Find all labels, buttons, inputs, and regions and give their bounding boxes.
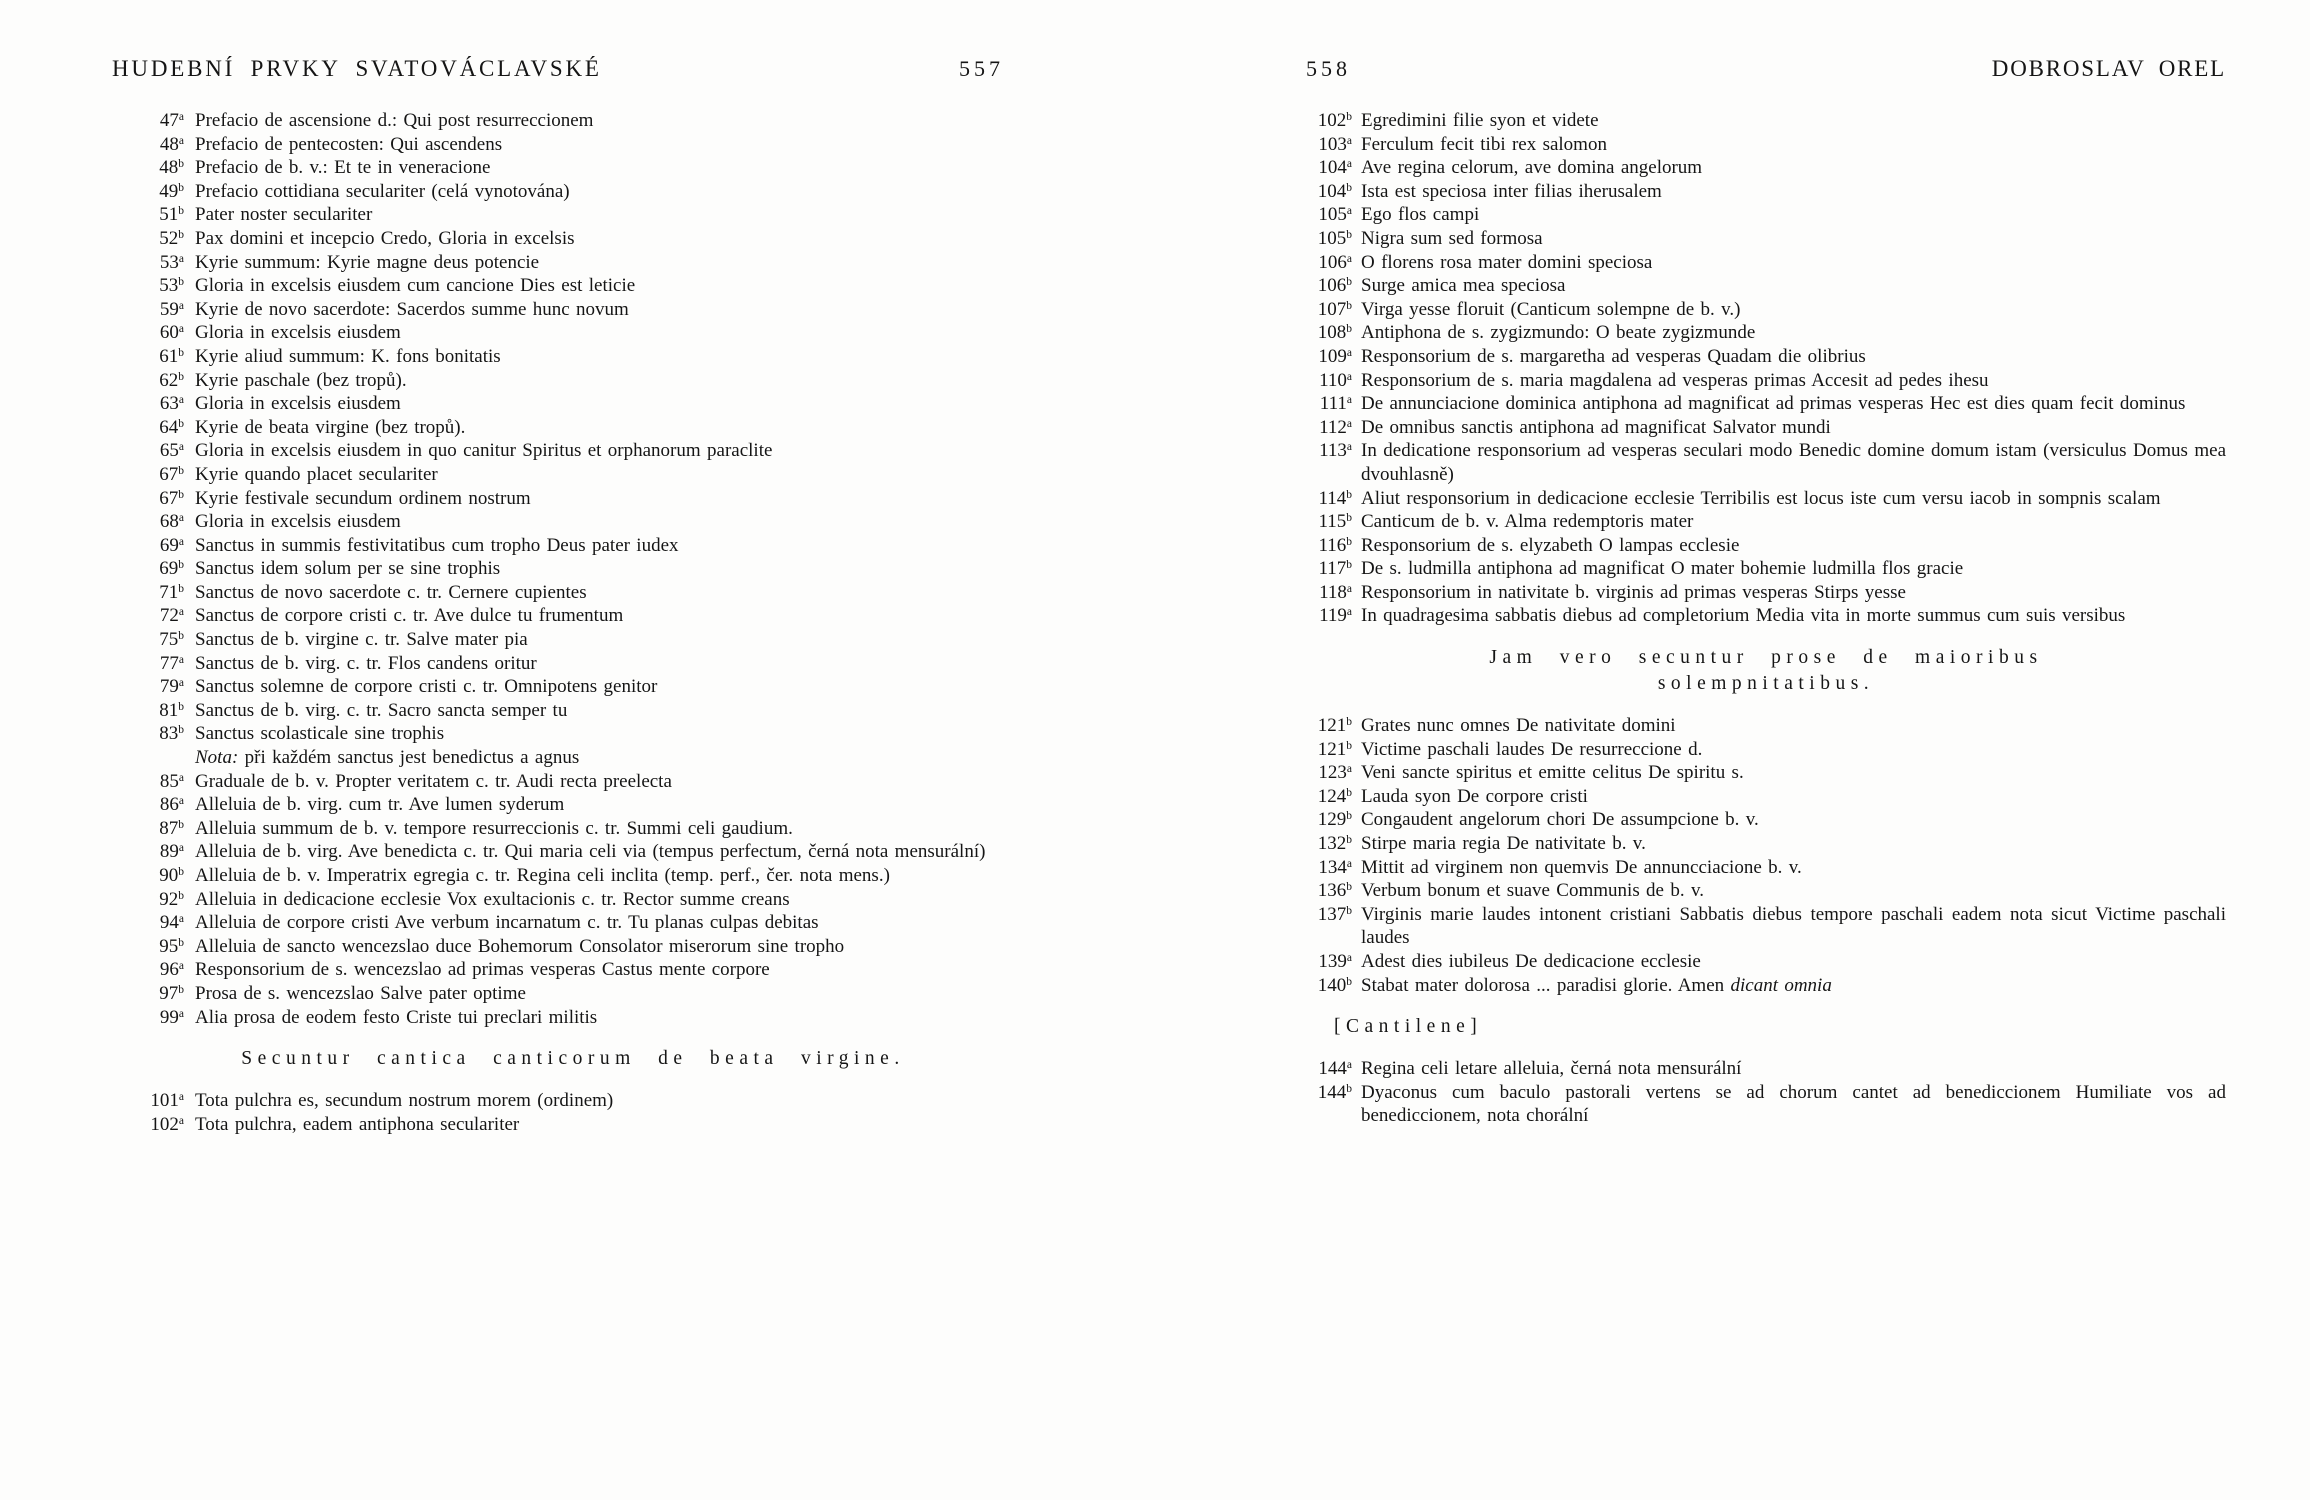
folio-ref: 121$^b$ — [1317, 738, 1352, 760]
folio-ref: 119$^a$ — [1319, 605, 1352, 627]
entry-text: Responsorium de s. maria magdalena ad vesperas primas Accesit ad pedes ihesu — [1361, 369, 1989, 391]
folio-ref: 144$^a$ — [1318, 1058, 1352, 1080]
entry-text: Prefacio de pentecosten: Qui ascendens — [195, 133, 503, 155]
list-item — [112, 699, 1034, 723]
entry-text: De omnibus sanctis antiphona ad magnificat Salvator mundi — [1361, 416, 1831, 438]
entry-text: Stabat mater dolorosa ... paradisi glorie. Amen dicant omnia — [1361, 974, 1832, 996]
list-item — [1306, 808, 2226, 832]
page-number-right: 558 — [1306, 56, 1351, 81]
list-item — [112, 1113, 1034, 1137]
folio-ref: 75$^b$ — [159, 629, 184, 651]
list-item — [1306, 298, 2226, 322]
folio-ref: 69$^a$ — [159, 534, 184, 556]
entry-text: Virginis marie laudes intonent cristiani Sabbatis diebus tempore paschali eadem nota sicut Victime paschali laudes — [1361, 903, 2226, 949]
list-item — [1306, 416, 2226, 440]
list-item — [112, 392, 1034, 416]
right-page-body — [1306, 109, 2226, 1128]
folio-ref: 72$^a$ — [159, 605, 184, 627]
folio-ref: 59$^a$ — [159, 298, 184, 320]
entry-text: Veni sancte spiritus et emitte celitus De spiritu s. — [1361, 762, 1744, 784]
entry-text: Pater noster seculariter — [195, 204, 373, 226]
list-item — [112, 487, 1034, 511]
list-item — [112, 463, 1034, 487]
entry-text: Aliut responsorium in dedicacione ecclesie Terribilis est locus iste cum versu iacob in sompnis scalam — [1361, 487, 2161, 509]
folio-ref: 92$^b$ — [159, 888, 184, 910]
list-item — [112, 982, 1034, 1006]
folio-ref — [112, 746, 195, 770]
entry-text: Mittit ad virginem non quemvis De annuncciacione b. v. — [1361, 856, 1802, 878]
list-item — [112, 958, 1034, 982]
entry-text: Egredimini filie syon et videte — [1361, 110, 1599, 131]
entry-text: Kyrie quando placet seculariter — [195, 463, 438, 485]
list-item — [1306, 487, 2226, 511]
entry-text: In quadragesima sabbatis diebus ad completorium Media vita in morte summus cum suis versibus — [1361, 605, 2126, 627]
list-item — [112, 510, 1034, 534]
folio-ref: 116$^b$ — [1318, 534, 1352, 556]
folio-ref: 144$^b$ — [1317, 1081, 1352, 1103]
entry-text: Kyrie festivale secundum ordinem nostrum — [195, 487, 531, 509]
entry-text: O florens rosa mater domini speciosa — [1361, 251, 1653, 273]
folio-ref: 81$^b$ — [159, 699, 184, 721]
folio-ref: 77$^a$ — [159, 652, 184, 674]
section-heading-line: Jam vero secuntur prose de maioribus — [1489, 647, 2043, 669]
entry-text: Adest dies iubileus De dedicacione ecclesie — [1361, 951, 1701, 972]
list-item — [112, 534, 1034, 558]
entry-text: Responsorium de s. margaretha ad vesperas Quadam die olibrius — [1361, 345, 1866, 367]
folio-ref: 51$^b$ — [159, 204, 184, 226]
folio-ref: 117$^b$ — [1318, 558, 1352, 580]
folio-ref: 103$^a$ — [1318, 133, 1352, 155]
folio-ref: 95$^b$ — [159, 935, 184, 957]
entry-text: Nigra sum sed formosa — [1361, 227, 1543, 249]
entry-text: Surge amica mea speciosa — [1361, 275, 1566, 297]
list-item — [1306, 557, 2226, 581]
entry-text: Alleluia de b. virg. Ave benedicta c. tr. Qui maria celi via (tempus perfectum, černá nota mensurální) — [195, 841, 986, 863]
list-item — [1306, 133, 2226, 157]
list-item — [1306, 369, 2226, 393]
folio-ref: 53$^a$ — [159, 251, 184, 273]
list-item — [1306, 321, 2226, 345]
list-item — [112, 133, 1034, 157]
entry-text: Responsorium de s. wencezslao ad primas vesperas Castus mente corpore — [195, 959, 770, 981]
folio-ref: 89$^a$ — [159, 841, 184, 863]
list-item — [112, 888, 1034, 912]
folio-ref: 67$^b$ — [159, 463, 184, 485]
folio-ref: 118$^a$ — [1319, 581, 1352, 603]
folio-ref: 85$^a$ — [159, 770, 184, 792]
folio-ref: 97$^b$ — [159, 982, 184, 1004]
folio-ref: 112$^a$ — [1319, 416, 1352, 438]
folio-ref: 71$^b$ — [159, 581, 184, 603]
folio-ref: 111$^a$ — [1319, 393, 1352, 415]
entry-text: Sanctus de corpore cristi c. tr. Ave dulce tu frumentum — [195, 605, 624, 627]
list-item — [112, 722, 1034, 746]
list-item — [112, 180, 1034, 204]
page-number-left: 557 — [959, 56, 1004, 81]
entry-text: Congaudent angelorum chori De assumpcione b. v. — [1361, 809, 1759, 831]
folio-ref: 96$^a$ — [159, 959, 184, 981]
entry-text: Kyrie paschale (bez tropů). — [195, 369, 407, 391]
folio-ref: 67$^b$ — [159, 487, 184, 509]
folio-ref: 61$^b$ — [159, 345, 184, 367]
left-page — [112, 56, 1034, 1136]
entry-text: Tota pulchra es, secundum nostrum morem (ordinem) — [195, 1090, 614, 1112]
folio-ref: 104$^b$ — [1317, 180, 1352, 202]
entry-text: Gloria in excelsis eiusdem — [195, 511, 401, 533]
folio-ref: 105$^b$ — [1317, 227, 1352, 249]
entry-text: Prefacio cottidiana seculariter (celá vynotována) — [195, 180, 570, 202]
list-item — [112, 274, 1034, 298]
folio-ref: 140$^b$ — [1317, 974, 1352, 996]
folio-ref: 52$^b$ — [159, 227, 184, 249]
folio-ref: 79$^a$ — [159, 676, 184, 698]
list-item — [1306, 856, 2226, 880]
list-item — [112, 1089, 1034, 1113]
list-item — [1306, 879, 2226, 903]
entry-text: Responsorium in nativitate b. virginis ad primas vesperas Stirps yesse — [1361, 581, 1906, 603]
folio-ref: 101$^a$ — [150, 1090, 184, 1112]
list-item — [1306, 251, 2226, 275]
entry-text: Dyaconus cum baculo pastorali vertens se ad chorum cantet ad benediccionem Humiliate vos ad benediccionem, nota chorální — [1361, 1081, 2226, 1127]
folio-ref: 69$^b$ — [159, 558, 184, 580]
list-item — [1306, 903, 2226, 950]
list-item — [1306, 738, 2226, 762]
folio-ref: 124$^b$ — [1317, 785, 1352, 807]
folio-ref: 48$^b$ — [159, 157, 184, 179]
entry-text: Kyrie summum: Kyrie magne deus potencie — [195, 251, 540, 273]
list-item — [1306, 392, 2226, 416]
entry-text: Antiphona de s. zygizmundo: O beate zygizmunde — [1361, 322, 1756, 344]
entry-text: Prefacio de ascensione d.: Qui post resurreccionem — [195, 110, 594, 131]
list-item — [112, 817, 1034, 841]
list-item — [1306, 227, 2226, 251]
list-item — [1306, 439, 2226, 486]
entry-text: Prosa de s. wencezslao Salve pater optime — [195, 982, 526, 1004]
list-item — [112, 628, 1034, 652]
list-item — [112, 321, 1034, 345]
folio-ref: 49$^b$ — [159, 180, 184, 202]
list-item — [112, 864, 1034, 888]
list-item — [112, 581, 1034, 605]
list-item — [112, 770, 1034, 794]
entry-text: Verbum bonum et suave Communis de b. v. — [1361, 880, 1704, 902]
folio-ref: 87$^b$ — [159, 817, 184, 839]
entry-text: Kyrie aliud summum: K. fons bonitatis — [195, 345, 501, 367]
folio-ref: 68$^a$ — [159, 511, 184, 533]
entry-text: Ista est speciosa inter filias iherusalem — [1361, 180, 1662, 202]
folio-ref: 86$^a$ — [159, 794, 184, 816]
entry-text: Virga yesse floruit (Canticum solempne de b. v.) — [1361, 298, 1741, 320]
list-item — [112, 251, 1034, 275]
right-page-header — [1306, 56, 2226, 82]
list-item — [112, 746, 1034, 770]
folio-ref: 109$^a$ — [1318, 345, 1352, 367]
entry-text: De s. ludmilla antiphona ad magnificat O mater bohemie ludmilla flos gracie — [1361, 558, 1964, 580]
entry-text: Prefacio de b. v.: Et te in veneracione — [195, 157, 491, 179]
entry-text: Graduale de b. v. Propter veritatem c. tr. Audi recta preelecta — [195, 770, 672, 792]
entry-text: Sanctus scolasticale sine trophis — [195, 723, 445, 745]
entry-text: Grates nunc omnes De nativitate domini — [1361, 715, 1676, 737]
entry-text: Gloria in excelsis eiusdem — [195, 393, 401, 415]
folio-ref: 62$^b$ — [159, 369, 184, 391]
folio-ref: 60$^a$ — [159, 322, 184, 344]
section-heading-line: solempnitatibus. — [1657, 673, 1875, 695]
entry-text: Alleluia de corpore cristi Ave verbum incarnatum c. tr. Tu planas culpas debitas — [195, 912, 819, 934]
entry-text: Sanctus de b. virgine c. tr. Salve mater pia — [195, 629, 528, 651]
list-item — [112, 935, 1034, 959]
list-item — [1306, 832, 2226, 856]
left-page-header — [112, 56, 1034, 82]
entry-text: Ferculum fecit tibi rex salomon — [1361, 133, 1607, 155]
folio-ref: 106$^a$ — [1318, 251, 1352, 273]
list-item — [1306, 534, 2226, 558]
folio-ref: 139$^a$ — [1318, 951, 1352, 972]
folio-ref: 47$^a$ — [159, 110, 184, 131]
list-item — [112, 227, 1034, 251]
left-page-body — [112, 109, 1034, 1136]
list-item — [1306, 714, 2226, 738]
entry-text: Alleluia de sancto wencezslao duce Bohemorum Consolator miserorum sine tropho — [195, 935, 845, 957]
folio-ref: 134$^a$ — [1318, 856, 1352, 878]
folio-ref: 123$^a$ — [1318, 762, 1352, 784]
folio-ref: 137$^b$ — [1317, 903, 1352, 925]
list-item — [1306, 950, 2226, 974]
entry-text: Sanctus solemne de corpore cristi c. tr. Omnipotens genitor — [195, 676, 658, 698]
folio-ref: 108$^b$ — [1317, 322, 1352, 344]
list-item — [1306, 761, 2226, 785]
list-item — [1306, 1081, 2226, 1128]
section-heading-line: [Cantilene] — [1334, 1016, 1483, 1038]
entry-text: Sanctus de b. virg. c. tr. Flos candens oritur — [195, 652, 537, 674]
folio-ref: 129$^b$ — [1317, 809, 1352, 831]
folio-ref: 113$^a$ — [1319, 440, 1352, 462]
entry-text: Tota pulchra, eadem antiphona seculariter — [195, 1113, 520, 1135]
folio-ref: 121$^b$ — [1317, 715, 1352, 737]
entry-text: Ego flos campi — [1361, 204, 1480, 226]
entry-text: Victime paschali laudes De resurreccione d. — [1361, 738, 1703, 760]
folio-ref: 106$^b$ — [1317, 275, 1352, 297]
entry-text: Gloria in excelsis eiusdem — [195, 322, 401, 344]
entry-text: Canticum de b. v. Alma redemptoris mater — [1361, 511, 1694, 533]
entry-text: Sanctus de b. virg. c. tr. Sacro sancta semper tu — [195, 699, 568, 721]
entry-text: Pax domini et incepcio Credo, Gloria in excelsis — [195, 227, 575, 249]
list-item — [1306, 510, 2226, 534]
entry-text: Stirpe maria regia De nativitate b. v. — [1361, 833, 1646, 855]
list-item — [1306, 604, 2226, 628]
folio-ref: 105$^a$ — [1318, 204, 1352, 226]
entry-text: Alleluia de b. virg. cum tr. Ave lumen syderum — [195, 794, 565, 816]
list-item — [112, 652, 1034, 676]
entry-text: Ave regina celorum, ave domina angelorum — [1361, 157, 1703, 179]
folio-ref: 53$^b$ — [159, 275, 184, 297]
folio-ref: 136$^b$ — [1317, 880, 1352, 902]
entry-text: Gloria in excelsis eiusdem in quo canitur Spiritus et orphanorum paraclite — [195, 440, 773, 462]
entry-text: Sanctus idem solum per se sine trophis — [195, 558, 501, 580]
folio-ref: 48$^a$ — [159, 133, 184, 155]
folio-ref: 64$^b$ — [159, 416, 184, 438]
entry-text: Regina celi letare alleluia, černá nota mensurální — [1361, 1058, 1742, 1080]
list-item — [112, 604, 1034, 628]
folio-ref: 114$^b$ — [1318, 487, 1352, 509]
list-item — [1306, 1057, 2226, 1081]
folio-ref: 99$^a$ — [159, 1006, 184, 1028]
list-item — [1306, 274, 2226, 298]
folio-ref: 102$^b$ — [1317, 110, 1352, 131]
section-heading — [1306, 1014, 2226, 1040]
folio-ref: 107$^b$ — [1317, 298, 1352, 320]
entry-text: Alleluia in dedicacione ecclesie Vox exultacionis c. tr. Rector summe creans — [195, 888, 790, 910]
folio-ref: 102$^a$ — [150, 1113, 184, 1135]
entry-text: Alia prosa de eodem festo Criste tui preclari militis — [195, 1006, 598, 1028]
entry-text: Sanctus de novo sacerdote c. tr. Cernere cupientes — [195, 581, 587, 603]
list-item — [112, 439, 1034, 463]
entry-text: Kyrie de beata virgine (bez tropů). — [195, 416, 466, 438]
entry-text: Gloria in excelsis eiusdem cum cancione Dies est leticie — [195, 275, 636, 297]
list-item — [112, 156, 1034, 180]
section-heading-line: Secuntur cantica canticorum de beata virgine. — [241, 1048, 905, 1070]
entry-text: Nota: při každém sanctus jest benedictus a agnus — [195, 747, 580, 769]
entry-text: Responsorium de s. elyzabeth O lampas ecclesie — [1361, 534, 1740, 556]
list-item — [112, 911, 1034, 935]
list-item — [112, 298, 1034, 322]
list-item — [112, 416, 1034, 440]
list-item — [112, 109, 1034, 133]
list-item — [1306, 345, 2226, 369]
folio-ref: 110$^a$ — [1319, 369, 1352, 391]
list-item — [112, 369, 1034, 393]
list-item — [1306, 156, 2226, 180]
entry-text: Lauda syon De corpore cristi — [1361, 785, 1588, 807]
folio-ref: 83$^b$ — [159, 723, 184, 745]
list-item — [112, 557, 1034, 581]
list-item — [112, 793, 1034, 817]
folio-ref: 115$^b$ — [1318, 511, 1352, 533]
list-item — [1306, 203, 2226, 227]
list-item — [112, 840, 1034, 864]
list-item — [1306, 109, 2226, 133]
list-item — [1306, 581, 2226, 605]
running-title: HUDEBNÍ PRVKY SVATOVÁCLAVSKÉ — [112, 56, 602, 81]
entry-text: Alleluia de b. v. Imperatrix egregia c. tr. Regina celi inclita (temp. perf., čer. nota mens.) — [195, 865, 890, 886]
list-item — [112, 1006, 1034, 1030]
entry-text: In dedicatione responsorium ad vesperas seculari modo Benedic domine domum istam (versiculus Domus mea dvouhlasně) — [1361, 440, 2226, 485]
entry-text: Sanctus in summis festivitatibus cum tropho Deus pater iudex — [195, 534, 679, 556]
folio-ref: 65$^a$ — [159, 440, 184, 462]
list-item — [112, 345, 1034, 369]
entry-text: Kyrie de novo sacerdote: Sacerdos summe hunc novum — [195, 298, 629, 320]
folio-ref: 63$^a$ — [159, 393, 184, 415]
section-heading — [1306, 645, 2226, 697]
folio-ref: 94$^a$ — [159, 912, 184, 934]
folio-ref: 90$^b$ — [159, 865, 184, 886]
list-item — [1306, 180, 2226, 204]
folio-ref: 132$^b$ — [1317, 833, 1352, 855]
list-item — [112, 203, 1034, 227]
author-name: DOBROSLAV OREL — [1991, 56, 2226, 81]
entry-text: De annunciacione dominica antiphona ad magnificat ad primas vesperas Hec est dies quam fecit dominus — [1361, 393, 2186, 415]
list-item — [112, 675, 1034, 699]
entry-text: Alleluia summum de b. v. tempore resurreccionis c. tr. Summi celi gaudium. — [195, 817, 793, 839]
folio-ref: 104$^a$ — [1318, 157, 1352, 179]
section-heading — [112, 1046, 1034, 1072]
list-item — [1306, 785, 2226, 809]
list-item — [1306, 974, 2226, 998]
right-page — [1306, 56, 2226, 1128]
